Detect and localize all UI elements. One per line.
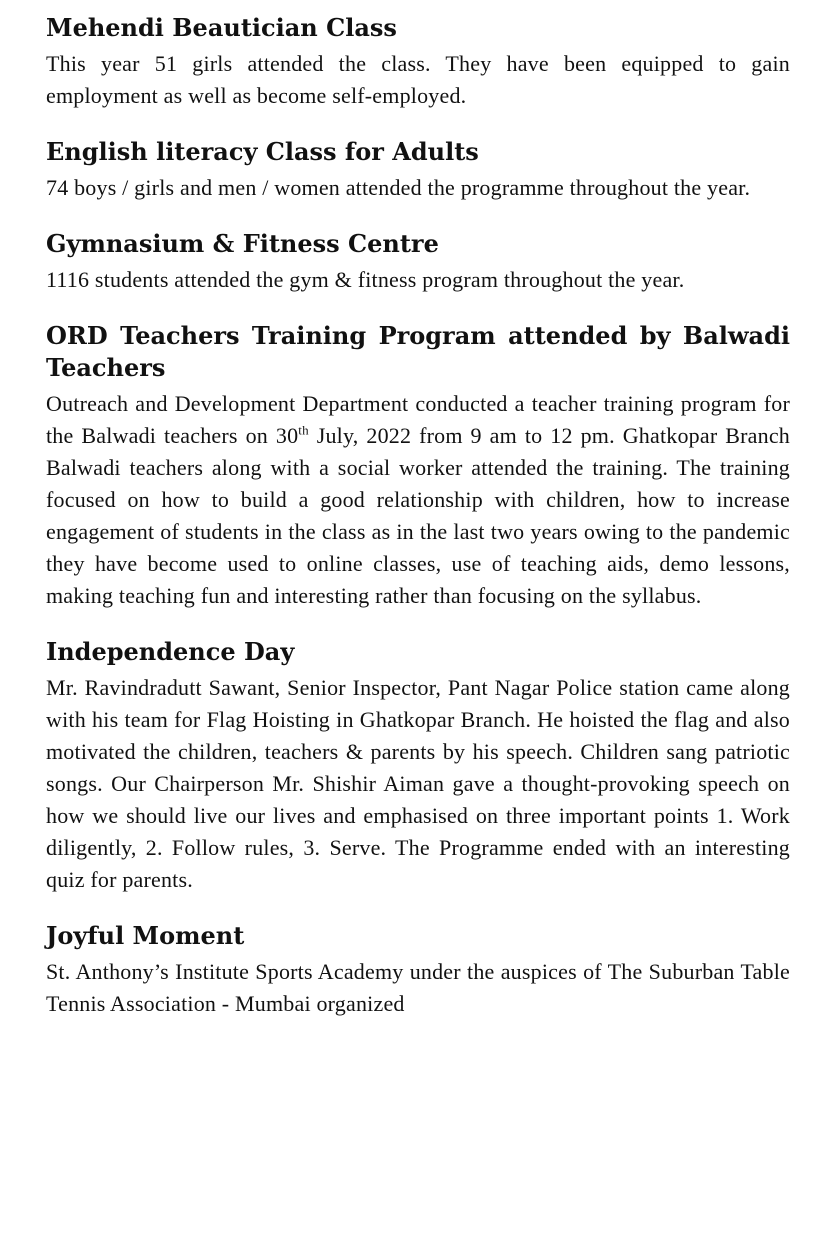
section-paragraph: This year 51 girls attended the class. They have been equipped to gain employment as well as become self-employed.	[46, 51, 790, 108]
section-heading: Joyful Moment	[46, 921, 245, 950]
paragraph-text-part: July, 2022 from 9 am to 12 pm. Ghatkopar Branch Balwadi teachers along with a social worker attended the training. The training focused on how to build a good relationship with children, how to increase engagement of students in the class as in the last two years owing to the pandemic they have become used to online classes, use of teaching aids, demo lessons, making teaching fun and interesting rather than focusing on the syllabus.	[46, 423, 790, 608]
section-gymnasium	[46, 228, 790, 296]
section-heading: Independence Day	[46, 637, 295, 666]
section-paragraph: Mr. Ravindradutt Sawant, Senior Inspector, Pant Nagar Police station came along with his team for Flag Hoisting in Ghatkopar Branch. He hoisted the flag and also motivated the children, teachers & parents by his speech. Children sang patriotic songs. Our Chairperson Mr. Shishir Aiman gave a thought-provoking speech on how we should live our lives and emphasised on three important points 1. Work diligently, 2. Follow rules, 3. Serve. The Programme ended with an interesting quiz for parents.	[46, 675, 790, 892]
section-heading: Gymnasium & Fitness Centre	[46, 229, 439, 258]
section-heading: Mehendi Beautician Class	[46, 13, 397, 42]
section-independence-day	[46, 636, 790, 896]
paragraph-text-part: Outreach and Development Department conducted a teacher training program for the Balwadi teachers on 30	[46, 391, 790, 448]
section-joyful-moment	[46, 920, 790, 1020]
section-paragraph: 1116 students attended the gym & fitness program throughout the year.	[46, 267, 685, 292]
section-teachers-training	[46, 320, 790, 612]
section-heading: English literacy Class for Adults	[46, 137, 479, 166]
section-paragraph	[46, 388, 790, 612]
section-heading: ORD Teachers Training Program attended by Balwadi Teachers	[46, 321, 790, 382]
section-paragraph: St. Anthony’s Institute Sports Academy under the auspices of The Suburban Table Tennis Association - Mumbai organized	[46, 959, 790, 1016]
section-english-literacy	[46, 136, 790, 204]
ordinal-suffix: th	[298, 422, 309, 438]
section-mehendi-class	[46, 12, 790, 112]
document-page	[46, 12, 790, 1020]
section-paragraph: 74 boys / girls and men / women attended the programme throughout the year.	[46, 175, 751, 200]
